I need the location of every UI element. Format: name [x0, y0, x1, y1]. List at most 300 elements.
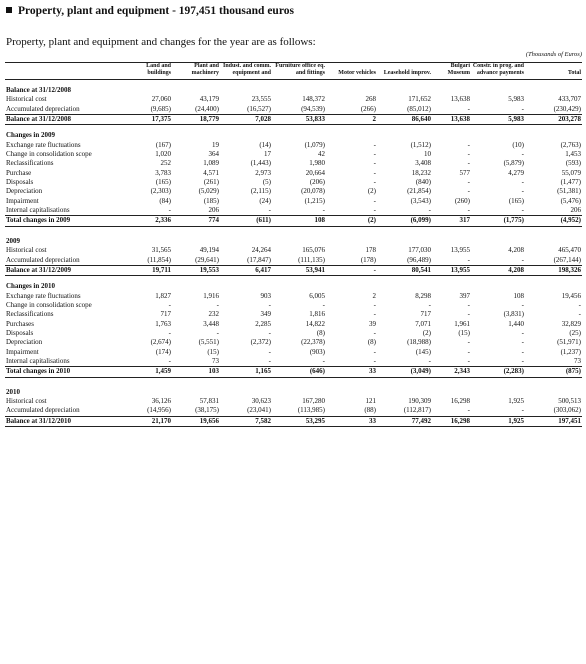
table-cell: 1,961 [454, 319, 470, 328]
table-cell: 500,513 [558, 396, 581, 405]
table-cell: (5,551) [198, 338, 219, 347]
table-cell: (111,135) [298, 255, 325, 264]
table-cell: 33 [326, 367, 377, 377]
table-cell: - [373, 300, 376, 309]
table-row [5, 187, 582, 196]
table-cell: 268 [365, 95, 376, 104]
table-cell: (266) [360, 104, 376, 113]
table-cell: 1,916 [203, 291, 219, 300]
table-cell: (8) [316, 328, 325, 337]
table-cell: 2,973 [255, 168, 271, 177]
table-cell: - [373, 328, 376, 337]
table-cell: (96,489) [407, 255, 431, 264]
table-cell: - [521, 347, 524, 356]
table-cell [172, 388, 220, 397]
table-cell: (611) [220, 216, 272, 226]
table-cell: (2) [422, 328, 431, 337]
table-cell: 2 [326, 115, 377, 125]
table-cell: 198,326 [525, 265, 582, 275]
table-cell: 18,232 [411, 168, 431, 177]
table-cell: (646) [272, 367, 326, 377]
table-cell [471, 131, 525, 140]
table-row [5, 301, 582, 310]
table-cell: 10 [424, 150, 431, 159]
row-label: Balance at 31/12/2009 [5, 265, 135, 275]
table-cell: (593) [565, 159, 581, 168]
row-label: Impairment [6, 347, 39, 356]
col-header: Land and buildings [135, 63, 172, 80]
table-cell: 55,079 [561, 168, 581, 177]
table-cell: - [268, 206, 271, 215]
table-cell: (5,879) [503, 159, 524, 168]
table-cell: - [168, 356, 171, 365]
table-cell: 1,165 [220, 367, 272, 377]
table-cell: - [521, 150, 524, 159]
table-cell: - [373, 168, 376, 177]
table-cell: - [373, 196, 376, 205]
table-cell: 2,343 [432, 367, 471, 377]
intro-text: Property, plant and equipment and changes for the year are as follows: [6, 36, 316, 48]
table-cell: - [168, 328, 171, 337]
table-cell: 903 [260, 291, 271, 300]
row-label: Total changes in 2009 [5, 216, 135, 226]
total-row [5, 367, 582, 377]
row-label: Disposals [6, 328, 34, 337]
table-cell [326, 388, 377, 397]
spacer-row [5, 377, 582, 388]
table-cell: - [268, 328, 271, 337]
table-cell [135, 388, 172, 397]
table-cell [326, 237, 377, 246]
table-cell: (9,685) [150, 104, 171, 113]
table-cell: 19,711 [135, 265, 172, 275]
table-cell [377, 237, 432, 246]
table-cell: 16,298 [450, 396, 470, 405]
heading-text: Property, plant and equipment - 197,451 thousand euros [18, 5, 294, 17]
table-cell: (6,099) [377, 216, 432, 226]
table-cell: (1,237) [560, 347, 581, 356]
table-cell: 73 [212, 356, 219, 365]
table-cell: - [168, 300, 171, 309]
table-cell: (112,817) [403, 406, 431, 415]
table-cell: 23,555 [251, 95, 271, 104]
spacer-row [5, 226, 582, 237]
col-header: Total [525, 63, 582, 80]
table-cell [525, 131, 582, 140]
table-cell: (185) [203, 196, 219, 205]
bullet-icon [6, 7, 12, 13]
table-cell: 4,208 [508, 246, 524, 255]
table-cell: 178 [365, 246, 376, 255]
table-cell: 33 [326, 416, 377, 426]
row-label: Change in consolidation scope [6, 300, 92, 309]
table-cell: - [467, 150, 470, 159]
row-label: Reclassifications [6, 310, 54, 319]
table-row [5, 150, 582, 159]
row-label: Historical cost [6, 95, 47, 104]
table-cell: - [467, 159, 470, 168]
row-label: Total changes in 2010 [5, 367, 135, 377]
row-label: Exchange rate fluctuations [6, 140, 81, 149]
table-cell: - [467, 187, 470, 196]
table-cell [471, 86, 525, 95]
table-cell: - [467, 300, 470, 309]
row-label: Impairment [6, 196, 39, 205]
table-cell: (21,854) [407, 187, 431, 196]
table-cell: (113,985) [297, 406, 325, 415]
table-row [5, 246, 582, 255]
table-cell: 77,492 [377, 416, 432, 426]
table-cell: 31,565 [151, 246, 171, 255]
table-cell: 32,829 [561, 319, 581, 328]
col-header: Indust. and comm. equipment and [220, 63, 272, 80]
table-cell: 1,925 [471, 416, 525, 426]
table-row [5, 357, 582, 367]
header-blank [5, 63, 135, 80]
total-row [5, 216, 582, 226]
table-cell: 167,280 [302, 396, 325, 405]
table-cell: (2,372) [250, 338, 271, 347]
table-cell [471, 388, 525, 397]
table-cell: - [467, 347, 470, 356]
table-cell: 8,298 [415, 291, 431, 300]
table-cell [471, 237, 525, 246]
table-cell: (267,144) [553, 255, 581, 264]
table-cell: 13,638 [432, 115, 471, 125]
table-cell: 16,298 [432, 416, 471, 426]
table-row [5, 348, 582, 357]
table-cell: 13,638 [450, 95, 470, 104]
table-cell [220, 86, 272, 95]
table-cell: 19,456 [561, 291, 581, 300]
table-cell: 36,126 [151, 396, 171, 405]
table-cell: 73 [574, 356, 581, 365]
table-cell: - [268, 300, 271, 309]
table-cell: 108 [513, 291, 524, 300]
table-cell: 53,941 [272, 265, 326, 275]
table-cell [432, 282, 471, 291]
table-cell: 1,925 [508, 396, 524, 405]
table-cell: (167) [155, 140, 171, 149]
table-cell: 6,005 [309, 291, 325, 300]
table-cell: 108 [272, 216, 326, 226]
table-row [5, 206, 582, 216]
table-cell: - [578, 310, 581, 319]
row-label: Balance at 31/12/2008 [6, 86, 71, 94]
table-cell [432, 237, 471, 246]
total-row [5, 265, 582, 275]
table-cell: 7,582 [220, 416, 272, 426]
table-cell: - [268, 356, 271, 365]
table-cell [432, 131, 471, 140]
table-cell: 7,028 [220, 115, 272, 125]
table-row [5, 197, 582, 206]
table-cell: (2,303) [150, 187, 171, 196]
table-cell: (1,775) [471, 216, 525, 226]
row-label: Balance at 31/12/2010 [5, 416, 135, 426]
table-cell: 13,955 [450, 246, 470, 255]
table-cell: 1,440 [508, 319, 524, 328]
table-cell: 774 [172, 216, 220, 226]
table-cell: 1,020 [155, 150, 171, 159]
table-cell: - [268, 347, 271, 356]
row-label: Depreciation [6, 187, 43, 196]
table-cell: (20,078) [301, 187, 325, 196]
table-cell: 190,309 [408, 396, 431, 405]
table-cell: 206 [570, 206, 581, 215]
table-cell: - [216, 328, 219, 337]
table-row [5, 141, 582, 150]
table-cell: (165) [155, 178, 171, 187]
table-cell: (51,971) [557, 338, 581, 347]
table-cell: 5,983 [508, 95, 524, 104]
table-cell [220, 131, 272, 140]
table-cell: (8) [367, 338, 376, 347]
table-cell: 53,833 [272, 115, 326, 125]
table-cell: 206 [208, 206, 219, 215]
table-cell: 19,656 [172, 416, 220, 426]
table-cell: 349 [260, 310, 271, 319]
table-cell: 49,194 [199, 246, 219, 255]
table-cell: (88) [364, 406, 376, 415]
row-label: Historical cost [6, 246, 47, 255]
row-label: Disposals [6, 178, 34, 187]
table-cell: (25) [569, 328, 581, 337]
total-row [5, 416, 582, 426]
table-cell: - [428, 206, 431, 215]
table-cell: (2) [367, 187, 376, 196]
table-cell: 103 [172, 367, 220, 377]
table-cell: - [467, 206, 470, 215]
table-cell: (14) [259, 140, 271, 149]
table-cell [377, 282, 432, 291]
col-header: Plant and machinery [172, 63, 220, 80]
table-cell: 577 [459, 168, 470, 177]
table-cell: (18,988) [407, 338, 431, 347]
row-label: Changes in 2010 [6, 282, 56, 291]
section-row [5, 86, 582, 95]
table-cell: (17,847) [247, 255, 271, 264]
table-cell [377, 388, 432, 397]
table-cell: (1,215) [304, 196, 325, 205]
col-header: Bulgari Museum [432, 63, 471, 80]
table-cell [326, 282, 377, 291]
table-cell: - [467, 338, 470, 347]
table-cell: 4,208 [471, 265, 525, 275]
table-cell: (85,012) [407, 104, 431, 113]
table-cell [172, 282, 220, 291]
table-cell: 165,076 [302, 246, 325, 255]
table-cell: - [467, 178, 470, 187]
row-label: Purchase [6, 168, 32, 177]
table-row [5, 329, 582, 338]
table-cell: (24) [259, 196, 271, 205]
table-cell: 1,089 [203, 159, 219, 168]
table-cell: (903) [309, 347, 325, 356]
table-cell [377, 131, 432, 140]
table-cell: - [521, 338, 524, 347]
table-cell [432, 388, 471, 397]
table-cell: (16,527) [247, 104, 271, 113]
table-cell: (145) [415, 347, 431, 356]
table-cell: - [521, 187, 524, 196]
table-cell [172, 86, 220, 95]
row-label: Purchases [6, 319, 34, 328]
table-cell [220, 282, 272, 291]
table-cell: 121 [365, 396, 376, 405]
table-cell: (2,115) [250, 187, 271, 196]
table-cell: - [521, 328, 524, 337]
table-cell [172, 131, 220, 140]
table-cell: - [467, 356, 470, 365]
table-cell: 1,459 [135, 367, 172, 377]
table-cell: 24,264 [251, 246, 271, 255]
table-cell: - [322, 300, 325, 309]
table-cell: 43,179 [199, 95, 219, 104]
table-cell: 317 [432, 216, 471, 226]
table-cell: 2 [372, 291, 376, 300]
spacer-cell [5, 377, 582, 388]
table-cell: 197,451 [525, 416, 582, 426]
table-cell: - [467, 255, 470, 264]
table-header [5, 63, 582, 80]
table-cell [525, 237, 582, 246]
table-cell [172, 237, 220, 246]
table-cell: 42 [318, 150, 325, 159]
table-row [5, 310, 582, 319]
table-cell: - [373, 206, 376, 215]
table-cell: - [168, 206, 171, 215]
table-row [5, 397, 582, 406]
table-cell: (2) [326, 216, 377, 226]
table-cell: 1,453 [565, 150, 581, 159]
table-cell: - [428, 356, 431, 365]
table-cell: 30,623 [251, 396, 271, 405]
table-cell: (1,512) [410, 140, 431, 149]
table-cell: 3,408 [415, 159, 431, 168]
table-cell: - [521, 356, 524, 365]
table-cell: - [578, 300, 581, 309]
table-cell: 1,816 [309, 310, 325, 319]
table-cell: (23,041) [247, 406, 271, 415]
table-cell: - [322, 206, 325, 215]
table-cell: - [521, 104, 524, 113]
table-cell: - [373, 310, 376, 319]
table-cell: (5) [262, 178, 271, 187]
table-cell: 17,375 [135, 115, 172, 125]
table-cell: - [521, 255, 524, 264]
table-cell: - [326, 265, 377, 275]
total-row [5, 115, 582, 125]
unit-note: (Thousands of Euros) [525, 51, 582, 58]
table-cell [326, 86, 377, 95]
table-cell: - [373, 159, 376, 168]
row-label: Internal capitalisations [6, 356, 70, 365]
table-row [5, 169, 582, 178]
table-cell: (261) [203, 178, 219, 187]
table-cell: (178) [360, 255, 376, 264]
table-cell: (206) [309, 178, 325, 187]
table-cell: (4,952) [525, 216, 582, 226]
table-cell: 232 [208, 310, 219, 319]
table-cell [272, 86, 326, 95]
col-header: Motor vehicles [326, 63, 377, 80]
table-cell: 86,640 [377, 115, 432, 125]
table-row [5, 406, 582, 416]
table-cell: (5,476) [560, 196, 581, 205]
section-row [5, 388, 582, 397]
table-cell: 21,170 [135, 416, 172, 426]
table-cell [135, 86, 172, 95]
table-cell: 17 [264, 150, 271, 159]
col-header: Constr. in prog. and advance payments [471, 63, 525, 80]
table-cell: - [467, 406, 470, 415]
table-cell: (15) [458, 328, 470, 337]
table-cell: - [373, 150, 376, 159]
table-cell: 148,372 [302, 95, 325, 104]
table-cell: (1,443) [250, 159, 271, 168]
table-cell: 53,295 [272, 416, 326, 426]
ppe-table [5, 62, 582, 427]
table-cell: (1,477) [560, 178, 581, 187]
table-cell: (3,831) [503, 310, 524, 319]
table-cell: - [521, 406, 524, 415]
table-cell: (51,381) [557, 187, 581, 196]
table-cell: 1,980 [309, 159, 325, 168]
table-cell [272, 388, 326, 397]
table-cell: 4,571 [203, 168, 219, 177]
row-label: Accumulated depreciation [6, 255, 80, 264]
table-cell: - [373, 178, 376, 187]
table-cell: (260) [454, 196, 470, 205]
table-row [5, 159, 582, 168]
row-label: Accumulated depreciation [6, 406, 80, 415]
table-cell: (94,539) [301, 104, 325, 113]
table-cell: (2,763) [560, 140, 581, 149]
table-cell [432, 86, 471, 95]
table-row [5, 320, 582, 329]
table-cell: 2,285 [255, 319, 271, 328]
table-cell: - [373, 356, 376, 365]
table-row [5, 338, 582, 347]
row-label: 2009 [6, 236, 20, 245]
table-row [5, 95, 582, 104]
table-cell: 4,279 [508, 168, 524, 177]
table-cell: - [216, 300, 219, 309]
table-cell [135, 282, 172, 291]
table-cell [326, 131, 377, 140]
table-cell: 20,664 [305, 168, 325, 177]
table-cell: - [467, 140, 470, 149]
table-cell: - [467, 310, 470, 319]
table-cell: (3,049) [377, 367, 432, 377]
table-cell [525, 86, 582, 95]
table-row [5, 105, 582, 115]
table-cell [135, 131, 172, 140]
table-cell [525, 282, 582, 291]
col-header: Furniture office eq. and fittings [272, 63, 326, 80]
table-cell: - [428, 300, 431, 309]
table-row [5, 256, 582, 266]
table-cell: 3,783 [155, 168, 171, 177]
table-body [5, 80, 582, 427]
table-cell: 13,955 [432, 265, 471, 275]
table-cell: 5,983 [471, 115, 525, 125]
table-cell: 397 [459, 291, 470, 300]
row-label: Depreciation [6, 338, 43, 347]
table-cell [272, 237, 326, 246]
table-cell: 57,831 [199, 396, 219, 405]
